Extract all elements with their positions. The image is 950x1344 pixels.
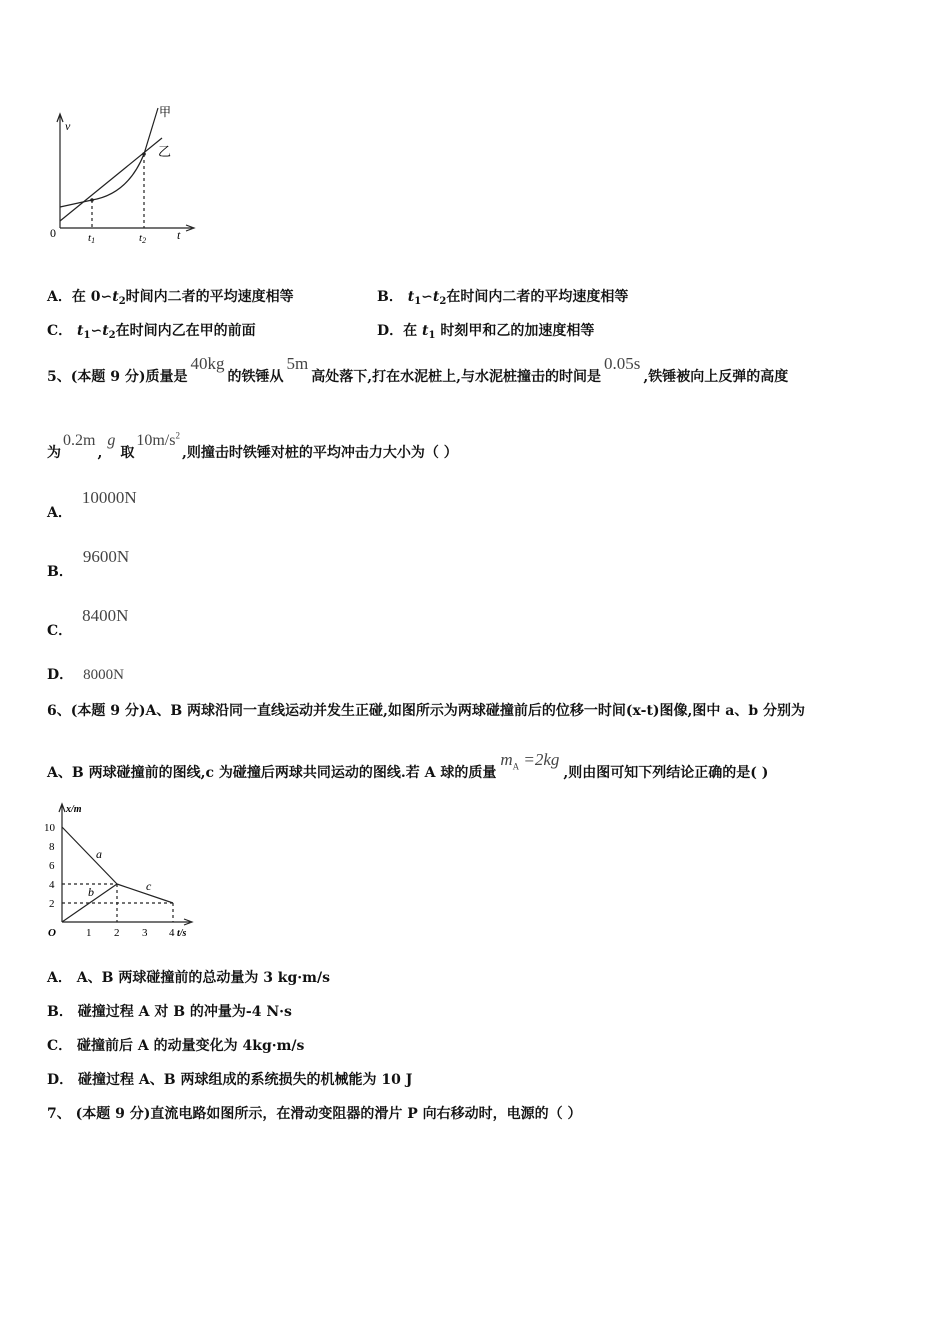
xt-ytick-10: 10	[44, 822, 55, 834]
q4-option-a-text: 时间内二者的平均速度相等	[125, 289, 294, 305]
q7-stem: 7、 (本题 9 分)直流电路如图所示，在滑动变阻器的滑片 P 向右移动时，电源的（ ）	[47, 1106, 582, 1122]
xt-graph-figure	[40, 800, 200, 945]
q4-option-c-sub2: 2	[108, 330, 116, 341]
vt-tick-t1: t1	[88, 232, 96, 245]
xt-label-a: a	[96, 847, 102, 861]
q6-option-b[interactable]	[47, 1001, 292, 1021]
xt-ytick-2: 2	[49, 898, 55, 910]
xt-ylabel: x/m	[66, 804, 82, 815]
xt-origin: O	[48, 927, 56, 939]
q5-option-d-value: 8000N	[83, 667, 124, 683]
q5-option-b-letter: B．	[47, 564, 73, 580]
q4-option-c[interactable]	[47, 320, 256, 341]
q4-option-a[interactable]	[47, 286, 294, 307]
vt-tick-t2: t2	[139, 232, 147, 245]
vt-axis-v-label: v	[65, 119, 71, 133]
q6-option-a[interactable]	[47, 967, 330, 987]
q4-option-d-pre: 在	[403, 323, 423, 339]
q5-option-d-letter: D．	[47, 667, 74, 683]
xt-label-c: c	[146, 879, 152, 893]
xt-ytick-6: 6	[49, 860, 55, 872]
q5-g-symbol: g	[107, 432, 116, 449]
vt-line-yi	[60, 138, 162, 221]
q5-stem-part1: 5、(本题 9 分)质量是	[47, 369, 188, 385]
q4-option-d-sub: 1	[428, 330, 436, 341]
q6-option-b-text: 碰撞过程 A 对 B 的冲量为-4 N·s	[77, 1004, 292, 1020]
vt-origin-label: 0	[50, 226, 56, 240]
q5-stem-part3: 高处落下,打在水泥桩上,与水泥桩撞击的时间是	[311, 369, 601, 385]
q5-stem-line1	[47, 354, 789, 386]
xt-ytick-4: 4	[49, 879, 55, 891]
q5-mass: 40kg	[190, 354, 225, 373]
xt-line-c	[117, 884, 173, 903]
vt-axis-t-label: t	[177, 228, 181, 242]
q4-option-c-t1: t	[77, 323, 84, 339]
vt-label-jia: 甲	[159, 105, 172, 119]
q6-option-b-letter: B．	[47, 1004, 73, 1020]
q4-option-d[interactable]	[377, 320, 594, 341]
xt-xlabel: t/s	[177, 928, 187, 939]
q4-option-b-mid: ∽	[421, 289, 433, 305]
q4-option-a-t: t	[112, 289, 119, 305]
q4-option-c-t2: t	[102, 323, 109, 339]
q4-option-d-t: t	[422, 323, 429, 339]
q4-option-b[interactable]	[377, 286, 628, 307]
q4-option-c-mid: ∽	[90, 323, 103, 339]
q5-option-a-value: 10000N	[81, 488, 137, 507]
q6-option-a-text: A、B 两球碰撞前的总动量为 3 kg·m/s	[76, 970, 330, 986]
q5-time: 0.05s	[603, 354, 641, 373]
vt-label-yi: 乙	[158, 144, 172, 159]
vt-curve-jia	[60, 108, 158, 207]
q6-stem-part2: A、B 两球碰撞前的图线,c 为碰撞后两球共同运动的图线.若 A 球的质量	[47, 765, 497, 781]
q5-option-b[interactable]	[47, 547, 130, 580]
q6-stem-line1: 6、(本题 9 分)A、B 两球沿同一直线运动并发生正碰,如图所示为两球碰撞前后的位移一时间(x-t)图像,图中 a、b 分别为	[47, 703, 806, 719]
q4-option-d-letter: D．	[377, 323, 404, 339]
vt-intersection-1	[90, 198, 94, 202]
q4-option-b-t1: t	[407, 289, 415, 305]
q4-option-c-sub1: 1	[83, 330, 91, 341]
q5-comma: ,	[97, 445, 103, 461]
q4-option-b-text: 在时间内二者的平均速度相等	[446, 289, 629, 305]
q6-option-d-text: 碰撞过程 A、B 两球组成的系统损失的机械能为 10 J	[78, 1072, 413, 1088]
xt-ytick-8: 8	[49, 841, 55, 853]
q5-height: 5m	[286, 354, 309, 373]
q6-option-c-text: 碰撞前后 A 的动量变化为 4kg·m/s	[77, 1038, 305, 1054]
vt-graph-figure	[40, 100, 210, 250]
q5-stem-part4: ,铁锤被向上反弹的高度	[643, 369, 789, 385]
q5-option-b-value: 9600N	[82, 547, 130, 566]
q5-option-c-letter: C．	[47, 623, 73, 639]
q4-option-c-letter: C．	[47, 323, 73, 339]
xt-label-b: b	[88, 885, 94, 899]
q6-option-c-letter: C．	[47, 1038, 73, 1054]
xt-xtick-3: 3	[142, 927, 148, 939]
q5-g-value: $10m/s^2$	[136, 430, 180, 449]
q6-stem-part3: ,则由图可知下列结论正确的是( )	[563, 765, 769, 781]
vt-intersection-2	[142, 152, 146, 156]
q5-option-d[interactable]	[47, 664, 124, 684]
q6-option-c[interactable]	[47, 1035, 304, 1055]
q5-option-a-letter: A．	[47, 505, 72, 521]
q6-option-a-letter: A．	[47, 970, 72, 986]
q4-option-d-text: 时刻甲和乙的加速度相等	[435, 323, 595, 339]
q4-option-a-pre: 在 0∽	[71, 289, 113, 305]
q4-option-b-letter: B．	[377, 289, 403, 305]
q6-stem-line2	[47, 750, 769, 783]
q4-option-a-sub: 2	[118, 296, 126, 307]
xt-line-a	[62, 827, 117, 884]
q4-option-b-sub2: 2	[439, 296, 447, 307]
xt-xtick-1: 1	[86, 927, 92, 939]
q4-option-b-t2: t	[432, 289, 440, 305]
q6-option-d[interactable]	[47, 1069, 412, 1089]
q4-option-b-sub1: 1	[414, 296, 422, 307]
q5-take: 取	[120, 445, 135, 461]
xt-xtick-4: 4	[169, 927, 175, 939]
q6-option-d-letter: D．	[47, 1072, 74, 1088]
q4-option-a-letter: A．	[47, 289, 72, 305]
q5-stem-part5: 为	[47, 445, 61, 461]
q5-stem-part2: 的铁锤从	[227, 369, 284, 385]
q5-stem-part6: ,则撞击时铁锤对桩的平均冲击力大小为（ ）	[181, 445, 458, 461]
q5-option-c-value: 8400N	[82, 606, 129, 625]
q6-mass-expr: $m_A =2kg$	[500, 750, 560, 772]
xt-xtick-2: 2	[114, 927, 120, 939]
q5-stem-line2	[47, 430, 458, 462]
q5-rebound: 0.2m	[63, 432, 96, 449]
q5-option-c[interactable]	[47, 606, 129, 639]
q5-option-a[interactable]	[47, 488, 137, 521]
q4-option-c-text: 在时间内乙在甲的前面	[115, 323, 256, 339]
